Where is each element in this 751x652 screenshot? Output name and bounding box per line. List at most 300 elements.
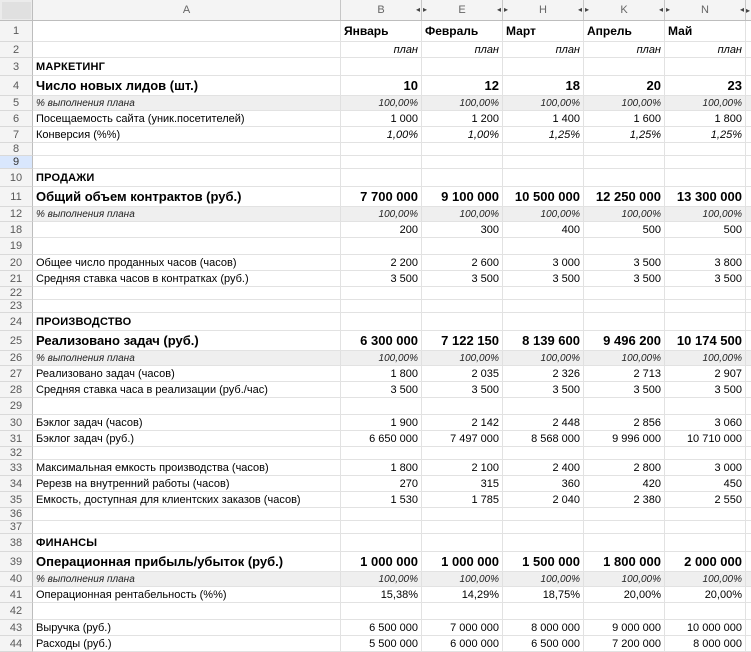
unhide-columns-right-icon[interactable]: ▸ (585, 5, 590, 14)
cell-B43[interactable]: 6 500 000 (341, 620, 422, 636)
cell-B3[interactable] (341, 58, 422, 76)
cell-B12[interactable]: 100,00% (341, 207, 422, 222)
cell-E20[interactable]: 2 600 (422, 255, 503, 271)
cell-H43[interactable]: 8 000 000 (503, 620, 584, 636)
cell-N1[interactable]: Май (665, 21, 746, 42)
cell-E37[interactable] (422, 521, 503, 534)
cell-N24[interactable] (665, 313, 746, 331)
cell-B24[interactable] (341, 313, 422, 331)
cell-N5[interactable]: 100,00% (665, 96, 746, 111)
cell-H1[interactable]: Март (503, 21, 584, 42)
cell-H22[interactable] (503, 287, 584, 300)
cell-H18[interactable]: 400 (503, 222, 584, 238)
cell-K28[interactable]: 3 500 (584, 382, 665, 398)
cell-N38[interactable] (665, 534, 746, 552)
cell-K27[interactable]: 2 713 (584, 366, 665, 382)
unhide-columns-right-icon[interactable]: ▸ (423, 5, 428, 14)
cell-A11[interactable]: Общий объем контрактов (руб.) (33, 187, 341, 207)
cell-N41[interactable]: 20,00% (665, 587, 746, 603)
cell-B40[interactable]: 100,00% (341, 572, 422, 587)
cell-N18[interactable]: 500 (665, 222, 746, 238)
cell-K2[interactable]: план (584, 42, 665, 58)
row-header-30[interactable]: 30 (0, 415, 33, 431)
unhide-columns-left-icon[interactable]: ◂ (658, 5, 663, 14)
cell-N33[interactable]: 3 000 (665, 460, 746, 476)
cell-A26[interactable]: % выполнения плана (33, 351, 341, 366)
cell-B28[interactable]: 3 500 (341, 382, 422, 398)
cell-H38[interactable] (503, 534, 584, 552)
cell-H11[interactable]: 10 500 000 (503, 187, 584, 207)
cell-A19[interactable] (33, 238, 341, 255)
cell-N3[interactable] (665, 58, 746, 76)
cell-K4[interactable]: 20 (584, 76, 665, 96)
cell-A24[interactable]: ПРОИЗВОДСТВО (33, 313, 341, 331)
cell-H8[interactable] (503, 143, 584, 156)
row-header-10[interactable]: 10 (0, 169, 33, 187)
cell-A43[interactable]: Выручка (руб.) (33, 620, 341, 636)
cell-B41[interactable]: 15,38% (341, 587, 422, 603)
cell-N30[interactable]: 3 060 (665, 415, 746, 431)
cell-H33[interactable]: 2 400 (503, 460, 584, 476)
cell-B36[interactable] (341, 508, 422, 521)
cell-K1[interactable]: Апрель (584, 21, 665, 42)
cell-H9[interactable] (503, 156, 584, 169)
cell-E31[interactable]: 7 497 000 (422, 431, 503, 447)
row-header-18[interactable]: 18 (0, 222, 33, 238)
cell-H4[interactable]: 18 (503, 76, 584, 96)
cell-E5[interactable]: 100,00% (422, 96, 503, 111)
cell-H23[interactable] (503, 300, 584, 313)
cell-N42[interactable] (665, 603, 746, 620)
cell-A1[interactable] (33, 21, 341, 42)
unhide-columns-right-icon[interactable]: ▸ (746, 5, 751, 15)
cell-H31[interactable]: 8 568 000 (503, 431, 584, 447)
cell-partial-44 (746, 636, 751, 652)
cell-E23[interactable] (422, 300, 503, 313)
cell-B42[interactable] (341, 603, 422, 620)
column-header-partial[interactable] (746, 0, 751, 20)
cell-E25[interactable]: 7 122 150 (422, 331, 503, 351)
cell-A35[interactable]: Емкость, доступная для клиентских заказов (часов) (33, 492, 341, 508)
cell-K34[interactable]: 420 (584, 476, 665, 492)
cell-N7[interactable]: 1,25% (665, 127, 746, 143)
cell-E9[interactable] (422, 156, 503, 169)
cell-A12[interactable]: % выполнения плана (33, 207, 341, 222)
cell-K7[interactable]: 1,25% (584, 127, 665, 143)
row-header-29[interactable]: 29 (0, 398, 33, 415)
cell-H27[interactable]: 2 326 (503, 366, 584, 382)
cell-A2[interactable] (33, 42, 341, 58)
cell-B10[interactable] (341, 169, 422, 187)
cell-B2[interactable]: план (341, 42, 422, 58)
cell-N12[interactable]: 100,00% (665, 207, 746, 222)
cell-K20[interactable]: 3 500 (584, 255, 665, 271)
cell-H30[interactable]: 2 448 (503, 415, 584, 431)
cell-N21[interactable]: 3 500 (665, 271, 746, 287)
cell-K23[interactable] (584, 300, 665, 313)
row-header-1[interactable]: 1 (0, 21, 33, 42)
row-header-32[interactable]: 32 (0, 447, 33, 460)
cell-N31[interactable]: 10 710 000 (665, 431, 746, 447)
cell-B32[interactable] (341, 447, 422, 460)
cell-B4[interactable]: 10 (341, 76, 422, 96)
row-header-11[interactable]: 11 (0, 187, 33, 207)
cell-E30[interactable]: 2 142 (422, 415, 503, 431)
cell-A38[interactable]: ФИНАНСЫ (33, 534, 341, 552)
cell-K41[interactable]: 20,00% (584, 587, 665, 603)
cell-H24[interactable] (503, 313, 584, 331)
cell-B22[interactable] (341, 287, 422, 300)
cell-N39[interactable]: 2 000 000 (665, 552, 746, 572)
cell-K19[interactable] (584, 238, 665, 255)
cell-N29[interactable] (665, 398, 746, 415)
cell-A9[interactable] (33, 156, 341, 169)
cell-K37[interactable] (584, 521, 665, 534)
cell-K33[interactable]: 2 800 (584, 460, 665, 476)
cell-H12[interactable]: 100,00% (503, 207, 584, 222)
row-header-5[interactable]: 5 (0, 96, 33, 111)
row-header-28[interactable]: 28 (0, 382, 33, 398)
unhide-columns-right-icon[interactable]: ▸ (666, 5, 671, 14)
cell-N11[interactable]: 13 300 000 (665, 187, 746, 207)
cell-partial-37 (746, 521, 751, 534)
row-header-22[interactable]: 22 (0, 287, 33, 300)
cell-E41[interactable]: 14,29% (422, 587, 503, 603)
cell-H42[interactable] (503, 603, 584, 620)
cell-H28[interactable]: 3 500 (503, 382, 584, 398)
cell-A8[interactable] (33, 143, 341, 156)
column-header-B[interactable] (341, 0, 422, 20)
cell-B39[interactable]: 1 000 000 (341, 552, 422, 572)
unhide-columns-left-icon[interactable]: ◂ (496, 5, 501, 14)
column-header-N[interactable] (665, 0, 746, 20)
cell-K11[interactable]: 12 250 000 (584, 187, 665, 207)
cell-B37[interactable] (341, 521, 422, 534)
row-header-21[interactable]: 21 (0, 271, 33, 287)
cell-N40[interactable]: 100,00% (665, 572, 746, 587)
cell-K8[interactable] (584, 143, 665, 156)
column-header-E[interactable] (422, 0, 503, 20)
row-header-35[interactable]: 35 (0, 492, 33, 508)
row-header-25[interactable]: 25 (0, 331, 33, 351)
cell-A6[interactable]: Посещаемость сайта (уник.посетителей) (33, 111, 341, 127)
cell-N4[interactable]: 23 (665, 76, 746, 96)
row-header-36[interactable]: 36 (0, 508, 33, 521)
cell-K26[interactable]: 100,00% (584, 351, 665, 366)
cell-B9[interactable] (341, 156, 422, 169)
cell-K30[interactable]: 2 856 (584, 415, 665, 431)
cell-N27[interactable]: 2 907 (665, 366, 746, 382)
table-row (0, 42, 751, 58)
cell-A23[interactable] (33, 300, 341, 313)
cell-A5[interactable]: % выполнения плана (33, 96, 341, 111)
cell-N43[interactable]: 10 000 000 (665, 620, 746, 636)
cell-H20[interactable]: 3 000 (503, 255, 584, 271)
cell-H25[interactable]: 8 139 600 (503, 331, 584, 351)
cell-H5[interactable]: 100,00% (503, 96, 584, 111)
cell-A34[interactable]: Ререзв на внутренний работы (часов) (33, 476, 341, 492)
cell-E29[interactable] (422, 398, 503, 415)
cell-B7[interactable]: 1,00% (341, 127, 422, 143)
cell-E38[interactable] (422, 534, 503, 552)
cell-N28[interactable]: 3 500 (665, 382, 746, 398)
cell-H2[interactable]: план (503, 42, 584, 58)
row-header-34[interactable]: 34 (0, 476, 33, 492)
unhide-columns-right-icon[interactable]: ▸ (504, 5, 509, 14)
cell-B21[interactable]: 3 500 (341, 271, 422, 287)
cell-A25[interactable]: Реализовано задач (руб.) (33, 331, 341, 351)
row-header-37[interactable]: 37 (0, 521, 33, 534)
cell-N19[interactable] (665, 238, 746, 255)
cell-K22[interactable] (584, 287, 665, 300)
cell-H35[interactable]: 2 040 (503, 492, 584, 508)
cell-K29[interactable] (584, 398, 665, 415)
cell-A31[interactable]: Бэклог задач (руб.) (33, 431, 341, 447)
cell-E10[interactable] (422, 169, 503, 187)
cell-H44[interactable]: 6 500 000 (503, 636, 584, 652)
cell-A3[interactable]: МАРКЕТИНГ (33, 58, 341, 76)
cell-A42[interactable] (33, 603, 341, 620)
cell-B27[interactable]: 1 800 (341, 366, 422, 382)
cell-H41[interactable]: 18,75% (503, 587, 584, 603)
cell-H34[interactable]: 360 (503, 476, 584, 492)
cell-H19[interactable] (503, 238, 584, 255)
column-header-H[interactable] (503, 0, 584, 20)
cell-B35[interactable]: 1 530 (341, 492, 422, 508)
cell-K24[interactable] (584, 313, 665, 331)
cell-E33[interactable]: 2 100 (422, 460, 503, 476)
cell-A33[interactable]: Максимальная емкость производства (часов) (33, 460, 341, 476)
cell-N10[interactable] (665, 169, 746, 187)
cell-B18[interactable]: 200 (341, 222, 422, 238)
cell-E32[interactable] (422, 447, 503, 460)
cell-N22[interactable] (665, 287, 746, 300)
cell-K40[interactable]: 100,00% (584, 572, 665, 587)
row-header-19[interactable]: 19 (0, 238, 33, 255)
cell-N37[interactable] (665, 521, 746, 534)
cell-N34[interactable]: 450 (665, 476, 746, 492)
cell-E12[interactable]: 100,00% (422, 207, 503, 222)
row-header-33[interactable]: 33 (0, 460, 33, 476)
row-header-20[interactable]: 20 (0, 255, 33, 271)
column-header-K[interactable] (584, 0, 665, 20)
cell-E42[interactable] (422, 603, 503, 620)
cell-K5[interactable]: 100,00% (584, 96, 665, 111)
cell-A22[interactable] (33, 287, 341, 300)
cell-A40[interactable]: % выполнения плана (33, 572, 341, 587)
row-header-38[interactable]: 38 (0, 534, 33, 552)
cell-K6[interactable]: 1 600 (584, 111, 665, 127)
cell-B26[interactable]: 100,00% (341, 351, 422, 366)
cell-A21[interactable]: Средняя ставка часов в контратках (руб.) (33, 271, 341, 287)
cell-A7[interactable]: Конверсия (%%) (33, 127, 341, 143)
cell-E39[interactable]: 1 000 000 (422, 552, 503, 572)
cell-H10[interactable] (503, 169, 584, 187)
cell-A36[interactable] (33, 508, 341, 521)
cell-B6[interactable]: 1 000 (341, 111, 422, 127)
cell-B38[interactable] (341, 534, 422, 552)
table-row (0, 447, 751, 460)
cell-E27[interactable]: 2 035 (422, 366, 503, 382)
cell-H7[interactable]: 1,25% (503, 127, 584, 143)
cell-N2[interactable]: план (665, 42, 746, 58)
cell-A41[interactable]: Операционная рентабельность (%%) (33, 587, 341, 603)
select-all-corner[interactable] (0, 0, 33, 20)
cell-N26[interactable]: 100,00% (665, 351, 746, 366)
cell-E1[interactable]: Февраль (422, 21, 503, 42)
cell-K21[interactable]: 3 500 (584, 271, 665, 287)
cell-E28[interactable]: 3 500 (422, 382, 503, 398)
cell-N25[interactable]: 10 174 500 (665, 331, 746, 351)
cell-H39[interactable]: 1 500 000 (503, 552, 584, 572)
cell-E36[interactable] (422, 508, 503, 521)
cell-A39[interactable]: Операционная прибыль/убыток (руб.) (33, 552, 341, 572)
cell-A18[interactable] (33, 222, 341, 238)
row-header-8[interactable]: 8 (0, 143, 33, 156)
cell-B11[interactable]: 7 700 000 (341, 187, 422, 207)
cell-A27[interactable]: Реализовано задач (часов) (33, 366, 341, 382)
cell-H37[interactable] (503, 521, 584, 534)
cell-K18[interactable]: 500 (584, 222, 665, 238)
cell-H26[interactable]: 100,00% (503, 351, 584, 366)
cell-B31[interactable]: 6 650 000 (341, 431, 422, 447)
cell-E21[interactable]: 3 500 (422, 271, 503, 287)
cell-E4[interactable]: 12 (422, 76, 503, 96)
cell-K36[interactable] (584, 508, 665, 521)
cell-B8[interactable] (341, 143, 422, 156)
cell-H21[interactable]: 3 500 (503, 271, 584, 287)
cell-B20[interactable]: 2 200 (341, 255, 422, 271)
cell-N9[interactable] (665, 156, 746, 169)
row-header-43[interactable]: 43 (0, 620, 33, 636)
cell-H29[interactable] (503, 398, 584, 415)
cell-A44[interactable]: Расходы (руб.) (33, 636, 341, 652)
row-header-40[interactable]: 40 (0, 572, 33, 587)
cell-E34[interactable]: 315 (422, 476, 503, 492)
cell-B1[interactable]: Январь (341, 21, 422, 42)
cell-B5[interactable]: 100,00% (341, 96, 422, 111)
cell-E26[interactable]: 100,00% (422, 351, 503, 366)
cell-H36[interactable] (503, 508, 584, 521)
cell-K38[interactable] (584, 534, 665, 552)
cell-K25[interactable]: 9 496 200 (584, 331, 665, 351)
cell-H40[interactable]: 100,00% (503, 572, 584, 587)
cell-B29[interactable] (341, 398, 422, 415)
row-header-44[interactable]: 44 (0, 636, 33, 652)
cell-K12[interactable]: 100,00% (584, 207, 665, 222)
row-header-24[interactable]: 24 (0, 313, 33, 331)
cell-K39[interactable]: 1 800 000 (584, 552, 665, 572)
cell-E2[interactable]: план (422, 42, 503, 58)
cell-N8[interactable] (665, 143, 746, 156)
row-header-6[interactable]: 6 (0, 111, 33, 127)
cell-N44[interactable]: 8 000 000 (665, 636, 746, 652)
unhide-columns-left-icon[interactable]: ◂ (577, 5, 582, 14)
cell-E22[interactable] (422, 287, 503, 300)
row-header-26[interactable]: 26 (0, 351, 33, 366)
cell-B23[interactable] (341, 300, 422, 313)
cell-K3[interactable] (584, 58, 665, 76)
cell-N32[interactable] (665, 447, 746, 460)
cell-K31[interactable]: 9 996 000 (584, 431, 665, 447)
cell-A10[interactable]: ПРОДАЖИ (33, 169, 341, 187)
cell-H32[interactable] (503, 447, 584, 460)
cell-A29[interactable] (33, 398, 341, 415)
cell-A30[interactable]: Бэклог задач (часов) (33, 415, 341, 431)
cell-E19[interactable] (422, 238, 503, 255)
cell-K44[interactable]: 7 200 000 (584, 636, 665, 652)
cell-E7[interactable]: 1,00% (422, 127, 503, 143)
cell-partial-1 (746, 21, 751, 42)
cell-N23[interactable] (665, 300, 746, 313)
cell-K10[interactable] (584, 169, 665, 187)
row-header-39[interactable]: 39 (0, 552, 33, 572)
table-row (0, 415, 751, 431)
cell-B44[interactable]: 5 500 000 (341, 636, 422, 652)
cell-E40[interactable]: 100,00% (422, 572, 503, 587)
cell-A32[interactable] (33, 447, 341, 460)
row-header-31[interactable]: 31 (0, 431, 33, 447)
unhide-columns-left-icon[interactable]: ◂ (739, 5, 744, 14)
cell-N36[interactable] (665, 508, 746, 521)
cell-K43[interactable]: 9 000 000 (584, 620, 665, 636)
cell-H3[interactable] (503, 58, 584, 76)
cell-E11[interactable]: 9 100 000 (422, 187, 503, 207)
row-header-12[interactable]: 12 (0, 207, 33, 222)
cell-K9[interactable] (584, 156, 665, 169)
cell-A37[interactable] (33, 521, 341, 534)
cell-E43[interactable]: 7 000 000 (422, 620, 503, 636)
cell-E35[interactable]: 1 785 (422, 492, 503, 508)
column-header-A[interactable] (33, 0, 341, 20)
cell-B25[interactable]: 6 300 000 (341, 331, 422, 351)
row-header-3[interactable]: 3 (0, 58, 33, 76)
cell-E24[interactable] (422, 313, 503, 331)
row-header-42[interactable]: 42 (0, 603, 33, 620)
cell-E6[interactable]: 1 200 (422, 111, 503, 127)
cell-H6[interactable]: 1 400 (503, 111, 584, 127)
unhide-columns-left-icon[interactable]: ◂ (415, 5, 420, 14)
cell-K35[interactable]: 2 380 (584, 492, 665, 508)
cell-A28[interactable]: Средняя ставка часа в реализации (руб./час) (33, 382, 341, 398)
row-header-2[interactable]: 2 (0, 42, 33, 58)
cell-B33[interactable]: 1 800 (341, 460, 422, 476)
row-header-7[interactable]: 7 (0, 127, 33, 143)
table-row (0, 603, 751, 620)
row-header-27[interactable]: 27 (0, 366, 33, 382)
cell-N20[interactable]: 3 800 (665, 255, 746, 271)
cell-N6[interactable]: 1 800 (665, 111, 746, 127)
cell-N35[interactable]: 2 550 (665, 492, 746, 508)
cell-K32[interactable] (584, 447, 665, 460)
row-header-41[interactable]: 41 (0, 587, 33, 603)
cell-B19[interactable] (341, 238, 422, 255)
cell-B30[interactable]: 1 900 (341, 415, 422, 431)
cell-K42[interactable] (584, 603, 665, 620)
cell-E8[interactable] (422, 143, 503, 156)
cell-A4[interactable]: Число новых лидов (шт.) (33, 76, 341, 96)
row-header-23[interactable]: 23 (0, 300, 33, 313)
cell-partial-38 (746, 534, 751, 552)
cell-A20[interactable]: Общее число проданных часов (часов) (33, 255, 341, 271)
row-header-4[interactable]: 4 (0, 76, 33, 96)
cell-E18[interactable]: 300 (422, 222, 503, 238)
row-header-9[interactable]: 9 (0, 156, 33, 169)
cell-B34[interactable]: 270 (341, 476, 422, 492)
table-row (0, 351, 751, 366)
cell-E44[interactable]: 6 000 000 (422, 636, 503, 652)
cell-E3[interactable] (422, 58, 503, 76)
